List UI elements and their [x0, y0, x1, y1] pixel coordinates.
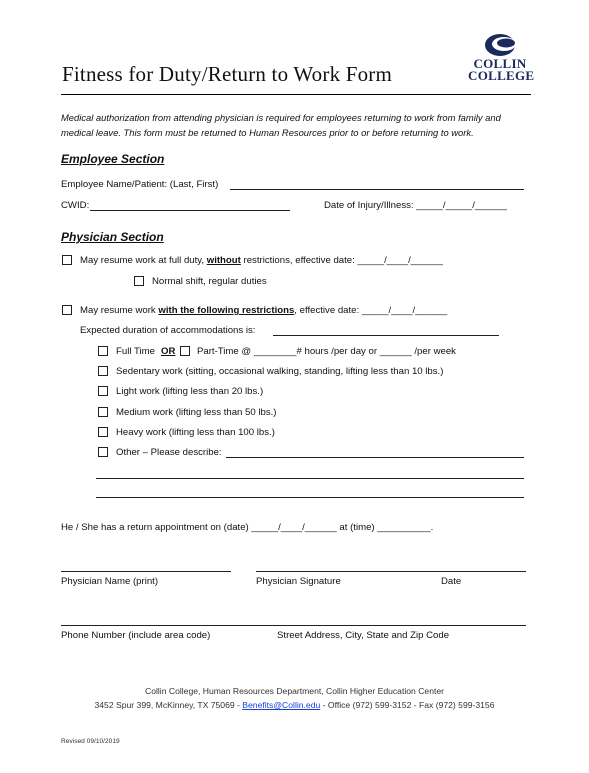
employee-name-field[interactable] — [230, 189, 524, 190]
revised-date: Revised 09/10/2019 — [61, 738, 120, 745]
medium-work-checkbox[interactable] — [98, 407, 108, 417]
injury-date-field[interactable]: Date of Injury/Illness: _____/_____/______ — [324, 200, 507, 211]
restrictions-text-post: , effective date: _____/____/______ — [294, 305, 448, 316]
logo-text-line2: COLLEGE — [468, 68, 535, 83]
form-title: Fitness for Duty/Return to Work Form — [62, 62, 393, 86]
footer-phone-fax: - Office (972) 599-3152 - Fax (972) 599-3156 — [320, 700, 495, 710]
logo-swoosh-icon — [468, 32, 532, 58]
restrictions-text-pre: May resume work — [80, 305, 156, 316]
footer-line-2 — [0, 700, 589, 710]
intro-text: Medical authorization from attending physician is required for employees returning to work from family and medical leave. This form must be returned to Human Resources prior to or before returning to work. — [61, 112, 501, 138]
duration-field[interactable] — [273, 335, 499, 336]
other-description-field[interactable] — [226, 457, 524, 458]
option-label: Medium work (lifting less than 50 lbs.) — [116, 407, 277, 418]
other-description-line-2[interactable] — [96, 478, 524, 479]
duration-label: Expected duration of accommodations is: — [80, 325, 256, 336]
benefits-email-link[interactable]: Benefits@Collin.edu — [242, 700, 321, 710]
or-label: OR — [161, 346, 176, 357]
part-time-label: Part-Time @ ________# hours /per day or ______ /per week — [197, 346, 456, 357]
full-duty-text-pre: May resume work at full duty, — [80, 255, 205, 266]
physician-signature-line[interactable] — [256, 571, 526, 572]
full-duty-text-post: restrictions, effective date: _____/____/______ — [243, 255, 443, 266]
date-label: Date — [441, 576, 462, 587]
footer-line-1: Collin College, Human Resources Department, Collin Higher Education Center — [144, 686, 444, 696]
employee-name-label: Employee Name/Patient: (Last, First) — [61, 179, 219, 190]
title-divider — [61, 94, 531, 95]
phone-label: Phone Number (include area code) — [61, 630, 211, 641]
other-checkbox[interactable] — [98, 447, 108, 457]
physician-name-line[interactable] — [61, 571, 231, 572]
option-label: Heavy work (lifting less than 100 lbs.) — [116, 427, 275, 438]
normal-shift-label: Normal shift, regular duties — [152, 276, 267, 287]
full-duty-label — [80, 255, 443, 266]
address-label: Street Address, City, State and Zip Code — [277, 630, 450, 641]
cwid-label: CWID: — [61, 200, 90, 211]
full-time-checkbox[interactable] — [98, 346, 108, 356]
heavy-work-checkbox[interactable] — [98, 427, 108, 437]
light-work-checkbox[interactable] — [98, 386, 108, 396]
other-description-line-3[interactable] — [96, 497, 524, 498]
physician-name-label: Physician Name (print) — [61, 576, 159, 587]
sedentary-checkbox[interactable] — [98, 366, 108, 376]
option-label: Sedentary work (sitting, occasional walking, standing, lifting less than 10 lbs.) — [116, 366, 444, 377]
restrictions-checkbox[interactable] — [62, 305, 72, 315]
normal-shift-checkbox[interactable] — [134, 276, 144, 286]
full-duty-without: without — [206, 255, 241, 266]
physician-section-heading: Physician Section — [61, 230, 164, 244]
full-duty-checkbox[interactable] — [62, 255, 72, 265]
restrictions-text-bold: with the following restrictions — [158, 305, 295, 316]
return-appointment-field[interactable]: He / She has a return appointment on (date) _____/____/______ at (time) __________. — [61, 522, 434, 533]
phone-address-line[interactable] — [61, 625, 526, 626]
logo-text-line1: COLLIN — [473, 56, 527, 71]
cwid-field[interactable] — [90, 210, 290, 211]
part-time-checkbox[interactable] — [180, 346, 190, 356]
employee-section-heading: Employee Section — [61, 152, 165, 166]
physician-signature-label: Physician Signature — [256, 576, 341, 587]
collin-college-logo — [468, 32, 535, 88]
option-label: Light work (lifting less than 20 lbs.) — [116, 386, 264, 397]
restrictions-label — [80, 305, 447, 316]
option-label: Other – Please describe: — [116, 447, 222, 458]
full-time-label: Full Time — [116, 346, 155, 357]
footer-address: 3452 Spur 399, McKinney, TX 75069 - — [94, 700, 243, 710]
